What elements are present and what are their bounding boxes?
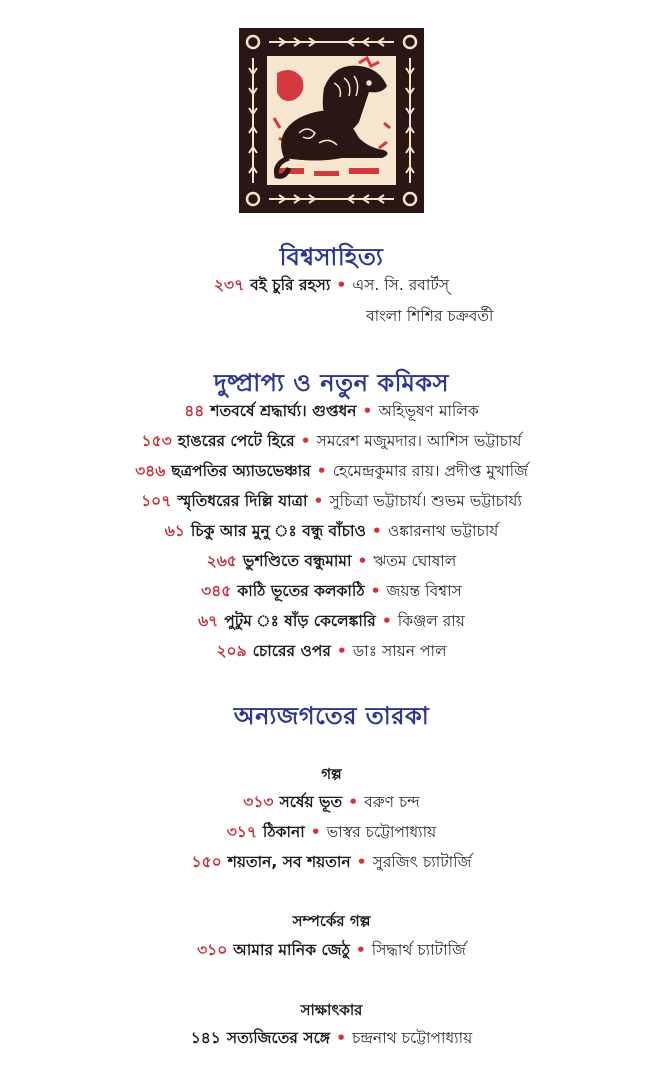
entry-author: সুচিত্রা ভট্টাচার্য। শুভম ভট্টাচার্য্য xyxy=(329,492,522,510)
entry-title: সর্ষেয় ভূত xyxy=(279,793,343,811)
bullet-separator-icon: • xyxy=(336,642,347,660)
entry-author: সিদ্ধার্থ চ্যাটার্জি xyxy=(371,941,466,959)
entry-author: অহিভূষণ মালিক xyxy=(378,402,479,420)
entry-author: ঋতম ঘোষাল xyxy=(373,552,457,570)
entry-author: হেমেন্দ্রকুমার রায়। প্রদীপ্ত মুখার্জি xyxy=(332,462,528,480)
toc-entry[interactable] xyxy=(0,939,663,961)
entry-title: আমার মানিক জেঠু xyxy=(233,941,350,959)
entry-title: ভুশণ্ডিতে বন্ধুমামা xyxy=(242,552,352,570)
page-number: ৬১ xyxy=(164,522,185,540)
toc-entry[interactable] xyxy=(0,851,663,873)
toc-entry[interactable] xyxy=(0,610,663,632)
toc-entry[interactable] xyxy=(0,550,663,572)
entry-author: জয়ন্ত বিশ্বাস xyxy=(386,582,462,600)
page-number: ২৩৭ xyxy=(213,276,245,294)
page-number: ৬৭ xyxy=(198,612,219,630)
entry-title: ছত্রপতির অ্যাডভেঞ্চার xyxy=(171,462,311,480)
page-number: ১৫০ xyxy=(191,853,222,871)
page-number: ৩৪৫ xyxy=(201,582,232,600)
entry-title: চিকু আর মুনু ঃ বন্ধু বাঁচাও xyxy=(190,522,366,540)
bullet-separator-icon: • xyxy=(362,402,373,420)
entry-title: চোরের ওপর xyxy=(252,642,331,660)
entry-title: বই চুরি রহস্য xyxy=(250,276,331,294)
page-number: ৩১৭ xyxy=(226,823,257,841)
toc-entry[interactable] xyxy=(0,520,663,542)
entry-author: এস. সি. রবার্টস্ xyxy=(352,276,450,294)
toc-entry[interactable] xyxy=(0,460,663,482)
entry-author: বরুণ চন্দ xyxy=(364,793,420,811)
toc-entry[interactable] xyxy=(0,640,663,662)
entry-title: সত্যজিতের সঙ্গে xyxy=(226,1029,331,1047)
subsection-label-interview: সাক্ষাৎকার xyxy=(300,1001,363,1019)
entry-author: ওঙ্কারনাথ ভট্টাচার্য xyxy=(387,522,499,540)
bullet-separator-icon: • xyxy=(316,462,327,480)
bullet-separator-icon: • xyxy=(357,552,368,570)
toc-entry[interactable] xyxy=(0,430,663,452)
entry-author: চন্দ্রনাথ চট্টোপাধ্যায় xyxy=(352,1029,473,1047)
bullet-separator-icon: • xyxy=(355,941,366,959)
page-number: ১৫৩ xyxy=(141,432,172,450)
page-number: ২০৯ xyxy=(216,642,247,660)
bullet-separator-icon: • xyxy=(371,522,382,540)
entry-title: পুটুম ঃ ষাঁড় কেলেঙ্কারি xyxy=(224,612,376,630)
section-heading-rare-new-comics: দুষ্প্রাপ্য ও নতুন কমিকস xyxy=(214,369,449,397)
entry-author: কিঞ্জল রায় xyxy=(397,612,465,630)
entry-author: সমরেশ মজুমদার। আশিস ভট্টাচার্য xyxy=(316,432,522,450)
page-number: ১০৭ xyxy=(141,492,172,510)
entry-title: কাঠি ভূতের কলকাঠি xyxy=(237,582,365,600)
bullet-separator-icon: • xyxy=(336,1029,346,1047)
entry-translator: বাংলা শিশির চক্রবর্তী xyxy=(366,307,494,325)
bullet-separator-icon: • xyxy=(300,432,311,450)
bullet-separator-icon: • xyxy=(356,853,367,871)
section-heading-world-literature: বিশ্বসাহিত্য xyxy=(279,243,384,271)
entry-title: শয়তান, সব শয়তান xyxy=(227,853,351,871)
toc-entry[interactable] xyxy=(0,1027,663,1049)
bullet-separator-icon: • xyxy=(336,276,347,294)
entry-title: হাঙরের পেটে হিরে xyxy=(177,432,295,450)
toc-entry[interactable] xyxy=(0,791,663,813)
section-heading-stars-of-other-worlds: অন্যজগতের তারকা xyxy=(233,702,430,730)
entry-author: ভাস্বর চট্টোপাধ্যায় xyxy=(326,823,437,841)
page-number: ৩১৩ xyxy=(243,793,274,811)
bullet-separator-icon: • xyxy=(310,823,321,841)
entry-author: সুরজিৎ চ্যাটার্জি xyxy=(372,853,472,871)
bullet-separator-icon: • xyxy=(313,492,324,510)
bullet-separator-icon: • xyxy=(370,582,381,600)
toc-entry[interactable] xyxy=(0,821,663,843)
entry-title: শতবর্ষে শ্রদ্ধার্ঘ্য। গুপ্তধন xyxy=(210,402,357,420)
page-number: ২৬৫ xyxy=(206,552,237,570)
page-number: ৪৪ xyxy=(184,402,205,420)
toc-entry[interactable] xyxy=(0,400,663,422)
subsection-label-relationship-stories: সম্পর্কের গল্প xyxy=(292,912,371,930)
entry-title: স্মৃতিধরের দিল্লি যাত্রা xyxy=(177,492,308,510)
toc-entry[interactable] xyxy=(0,490,663,512)
page-number: ১৪১ xyxy=(190,1029,221,1047)
entry-author: ডাঃ সায়ন পাল xyxy=(352,642,447,660)
entry-title: ঠিকানা xyxy=(262,823,305,841)
bullet-separator-icon: • xyxy=(348,793,359,811)
page-number: ৩১০ xyxy=(197,941,228,959)
toc-entry[interactable] xyxy=(0,274,663,296)
subsection-label-stories: গল্প xyxy=(321,765,342,783)
bullet-separator-icon: • xyxy=(381,612,392,630)
page-number: ৩৪৬ xyxy=(135,462,166,480)
lion-emblem-icon xyxy=(239,28,424,213)
lion-emblem-logo xyxy=(239,28,424,213)
toc-entry[interactable] xyxy=(0,580,663,602)
